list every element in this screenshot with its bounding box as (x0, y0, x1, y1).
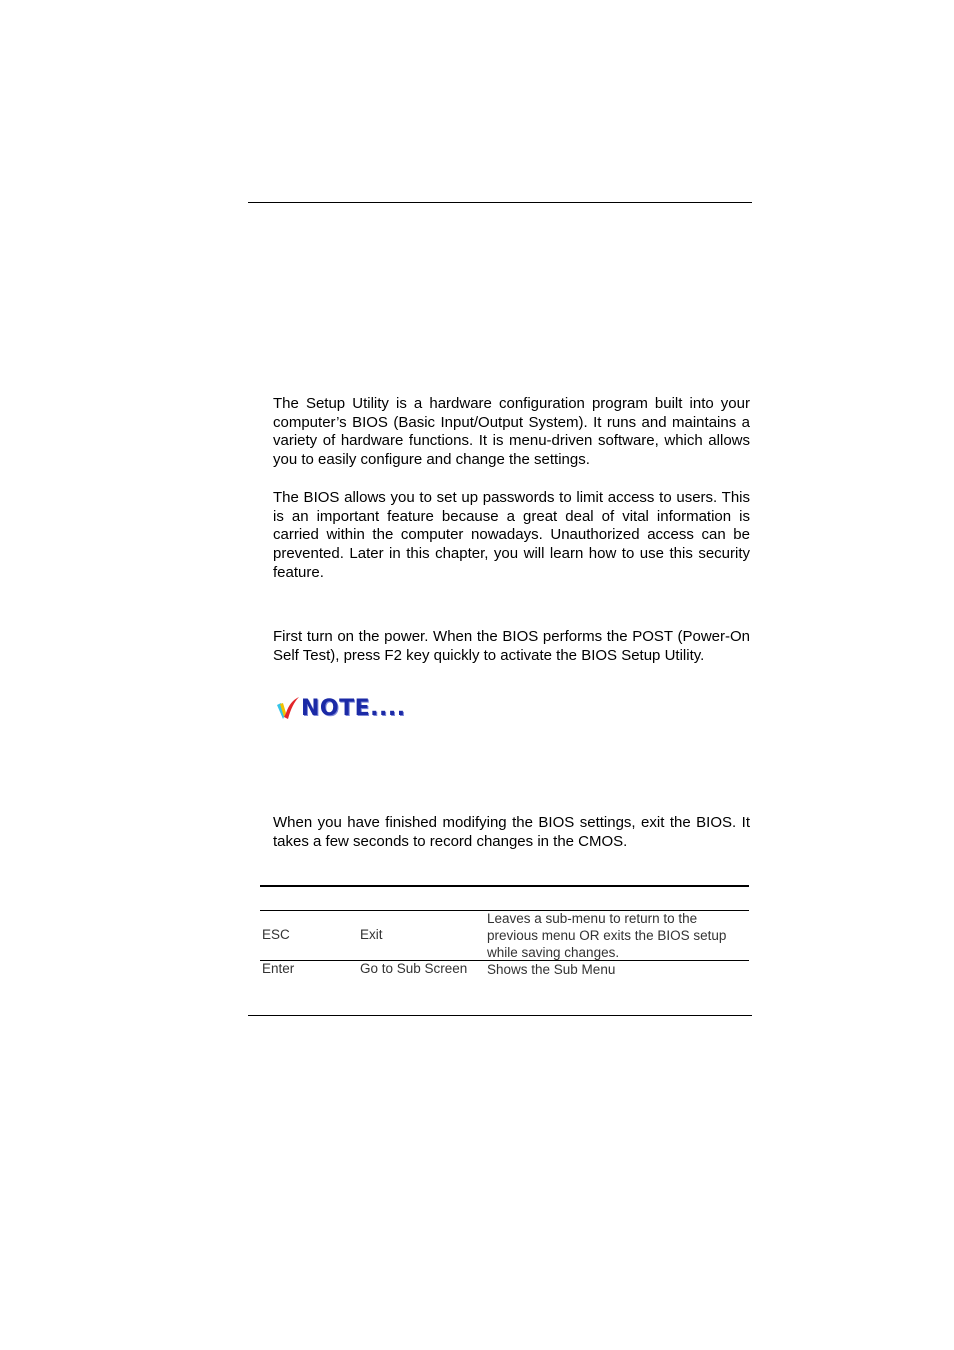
exit-setup-paragraph: When you have finished modifying the BIOS settings, exit the BIOS. It takes a few seconds to record changes in the CMOS. (273, 814, 750, 850)
intro-paragraph-2: The BIOS allows you to set up passwords to limit access to users. This is an important feature because a great deal of vital information is carried within the computer nowadays. Unauthorized access can be prevented. Later in this chapter, you will learn how to use this security feature. (273, 489, 750, 581)
intro-paragraph-1: The Setup Utility is a hardware configuration program built into your computer’s BIOS (Basic Input/Output System). It runs and maintains a variety of hardware functions. It is menu-driven software, which allows you to easily configure and change the settings. (273, 395, 750, 469)
description-cell: Leaves a sub-menu to return to the previous menu OR exits the BIOS setup while saving changes. (487, 911, 727, 960)
note-logo (275, 695, 406, 723)
footer-rule (248, 1015, 752, 1016)
header-rule (248, 202, 752, 203)
description-cell: Shows the Sub Menu (487, 962, 616, 977)
table-top-rule (260, 885, 749, 887)
function-cell: Go to Sub Screen (360, 961, 468, 976)
table-row (260, 910, 749, 960)
function-cell: Exit (360, 927, 383, 942)
enter-setup-paragraph: First turn on the power. When the BIOS performs the POST (Power-On Self Test), press F2 key quickly to activate the BIOS Setup Utility. (273, 628, 750, 664)
note-logo-text: NOTE.... (301, 696, 406, 721)
key-cell: ESC (262, 927, 290, 942)
table-row (260, 960, 749, 980)
checkmark-icon (275, 695, 301, 723)
key-cell: Enter (262, 961, 295, 976)
